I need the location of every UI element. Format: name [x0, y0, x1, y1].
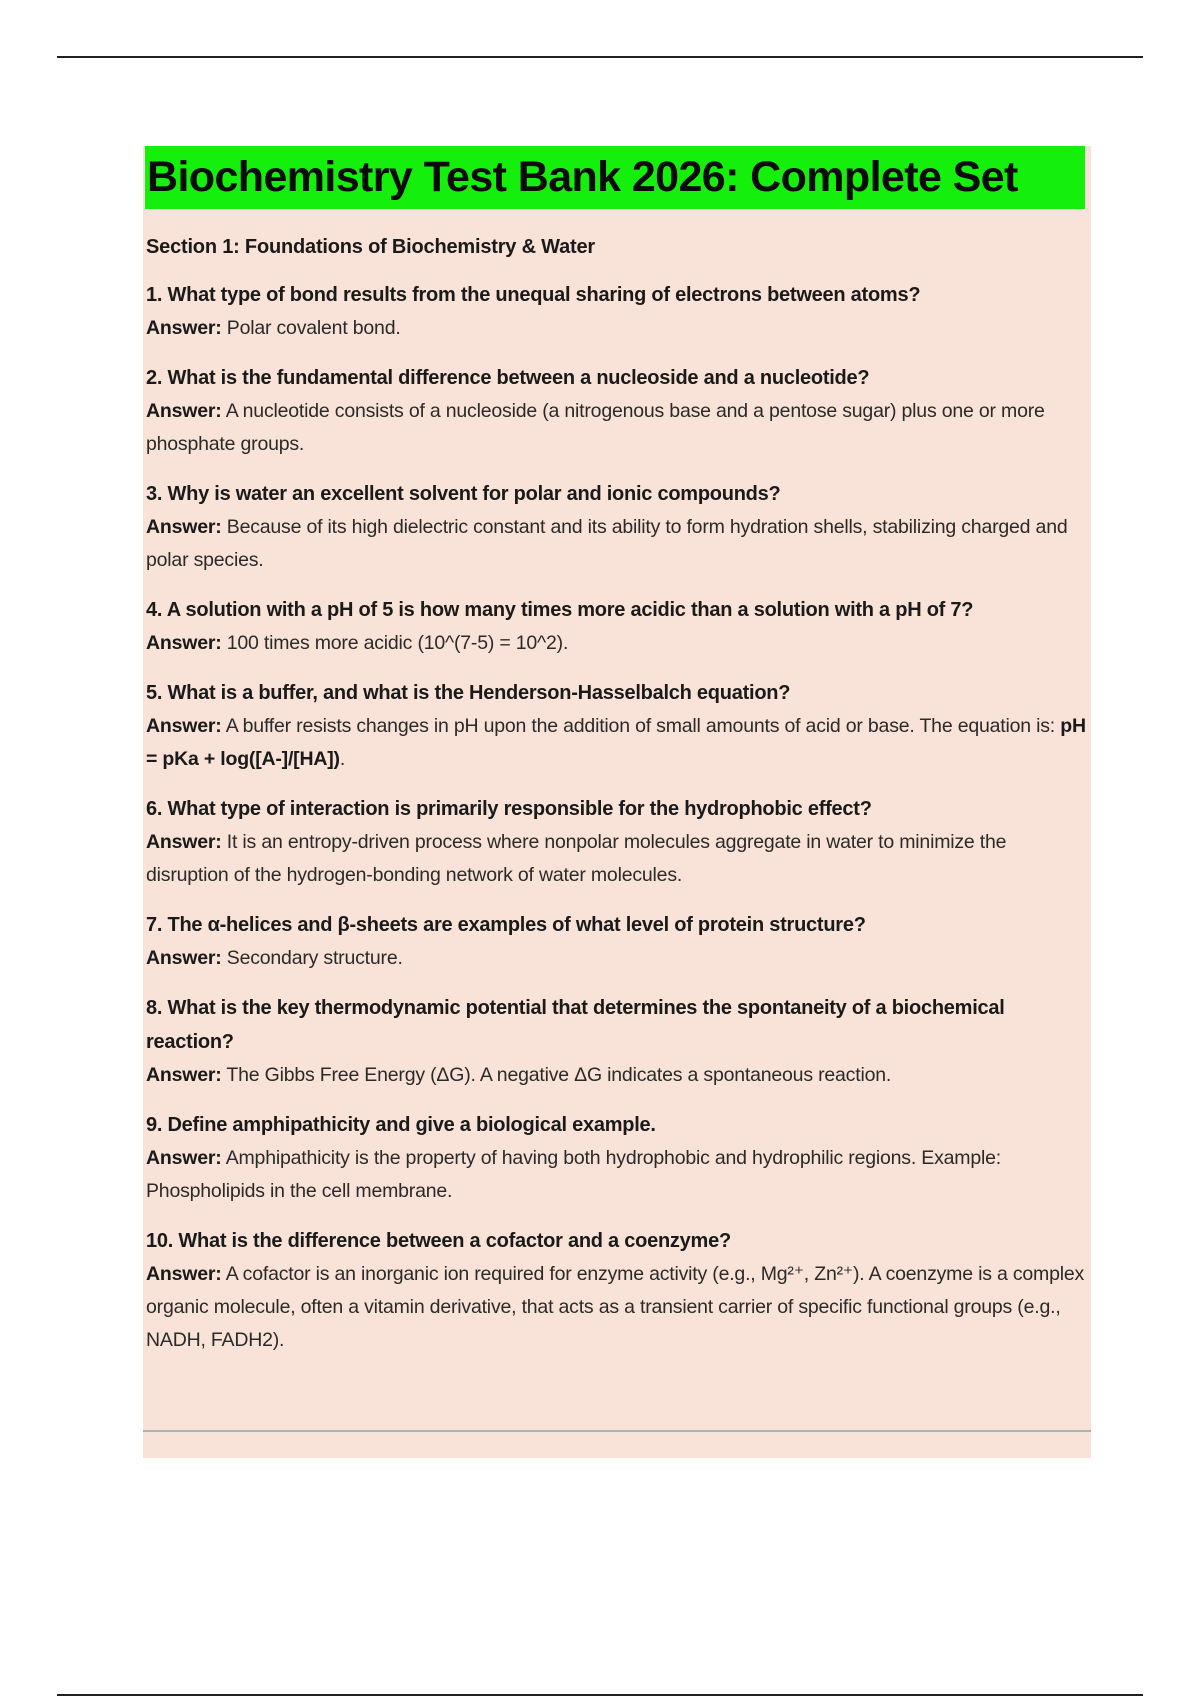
answer-text: [146, 826, 1090, 892]
answer-label: Answer:: [146, 317, 222, 339]
answer-text: [146, 395, 1090, 461]
qa-item-9: [146, 1108, 1090, 1208]
answer-body: Polar covalent bond.: [226, 317, 401, 339]
question-text: 3. Why is water an excellent solvent for polar and ionic compounds?: [146, 483, 781, 505]
page-top-rule: [57, 56, 1143, 58]
answer-text: [146, 942, 1090, 975]
document-title: Biochemistry Test Bank 2026: Complete Set: [145, 146, 1085, 209]
answer-end: .: [339, 748, 346, 770]
answer-label: Answer:: [146, 400, 222, 422]
answer-label: Answer:: [146, 516, 222, 538]
answer-text: [146, 1142, 1090, 1208]
question-text: 2. What is the fundamental difference between a nucleoside and a nucleotide?: [146, 367, 870, 389]
answer-text: [146, 710, 1090, 776]
answer-body: Because of its high dielectric constant and its ability to form hydration shells, stabilizing charged and polar species.: [146, 516, 1068, 571]
question-text: 7. The α-helices and β-sheets are examples of what level of protein structure?: [146, 914, 866, 936]
qa-item-7: [146, 908, 1090, 975]
question-text: 6. What type of interaction is primarily responsible for the hydrophobic effect?: [146, 798, 872, 820]
test-bank-panel: [143, 146, 1091, 1458]
page-bottom-rule: [57, 1694, 1143, 1696]
qa-item-4: [146, 593, 1090, 660]
answer-text: [146, 627, 1090, 660]
question-text: 4. A solution with a pH of 5 is how many times more acidic than a solution with a pH of 7?: [146, 599, 974, 621]
question-text: 8. What is the key thermodynamic potential that determines the spontaneity of a biochemical reaction?: [146, 997, 1005, 1053]
qa-item-6: [146, 792, 1090, 892]
qa-item-1: [146, 278, 1090, 345]
answer-body: Amphipathicity is the property of having both hydrophobic and hydrophilic regions. Example: Phospholipids in the cell membrane.: [146, 1147, 1001, 1202]
panel-divider: [143, 1430, 1091, 1432]
question-text: 10. What is the difference between a cofactor and a coenzyme?: [146, 1230, 731, 1252]
qa-item-3: [146, 477, 1090, 577]
answer-body: A buffer resists changes in pH upon the addition of small amounts of acid or base. The equation is:: [225, 715, 1061, 737]
answer-label: Answer:: [146, 1147, 222, 1169]
question-text: 1. What type of bond results from the unequal sharing of electrons between atoms?: [146, 284, 921, 306]
question-list: [146, 232, 1090, 1373]
answer-label: Answer:: [146, 632, 222, 654]
section-heading: Section 1: Foundations of Biochemistry & Water: [146, 236, 595, 258]
answer-text: [146, 312, 1090, 345]
answer-body: A cofactor is an inorganic ion required for enzyme activity (e.g., Mg²⁺, Zn²⁺). A coenzyme is a complex organic molecule, often a vitamin derivative, that acts as a transient carrier of specific functional groups (e.g., NADH, FADH2).: [146, 1263, 1085, 1351]
answer-text: [146, 1059, 1090, 1092]
qa-item-2: [146, 361, 1090, 461]
answer-body: Secondary structure.: [226, 947, 403, 969]
answer-label: Answer:: [146, 1263, 222, 1285]
answer-label: Answer:: [146, 831, 222, 853]
answer-body: It is an entropy-driven process where nonpolar molecules aggregate in water to minimize the disruption of the hydrogen-bonding network of water molecules.: [146, 831, 1007, 886]
answer-label: Answer:: [146, 947, 222, 969]
qa-item-10: [146, 1224, 1090, 1357]
answer-body: 100 times more acidic (10^(7-5) = 10^2).: [226, 632, 569, 654]
henderson-hasselbalch-equation: pH = pKa + log([A-]/[HA]): [146, 715, 1086, 770]
question-text: 5. What is a buffer, and what is the Henderson-Hasselbalch equation?: [146, 682, 791, 704]
answer-label: Answer:: [146, 1064, 222, 1086]
qa-item-8: [146, 991, 1090, 1092]
qa-item-5: [146, 676, 1090, 776]
answer-body: A nucleotide consists of a nucleoside (a nitrogenous base and a pentose sugar) plus one or more phosphate groups.: [146, 400, 1045, 455]
answer-text: [146, 1258, 1090, 1357]
answer-body: The Gibbs Free Energy (ΔG). A negative ΔG indicates a spontaneous reaction.: [226, 1064, 892, 1086]
answer-label: Answer:: [146, 715, 222, 737]
question-text: 9. Define amphipathicity and give a biological example.: [146, 1114, 656, 1136]
answer-text: [146, 511, 1090, 577]
